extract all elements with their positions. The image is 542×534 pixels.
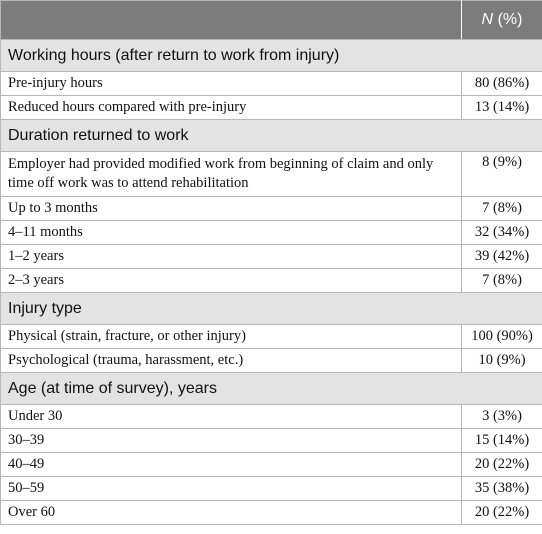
table-row bbox=[1, 405, 542, 429]
section-title: Duration returned to work bbox=[1, 120, 542, 152]
header-n-cell bbox=[462, 1, 542, 40]
row-value: 32 (34%) bbox=[462, 221, 542, 245]
row-value: 13 (14%) bbox=[462, 96, 542, 120]
header-pct-symbol: (%) bbox=[497, 11, 523, 28]
table-row bbox=[1, 269, 542, 293]
table-row bbox=[1, 197, 542, 221]
row-value: 7 (8%) bbox=[462, 197, 542, 221]
row-label: 2–3 years bbox=[1, 269, 462, 293]
row-label: Over 60 bbox=[1, 501, 462, 525]
section-title: Working hours (after return to work from injury) bbox=[1, 40, 542, 72]
table-header-row bbox=[1, 1, 542, 40]
row-label: 50–59 bbox=[1, 477, 462, 501]
row-label: Employer had provided modified work from beginning of claim and only time off work was to attend rehabilitation bbox=[1, 152, 462, 197]
row-value: 3 (3%) bbox=[462, 405, 542, 429]
row-label: Under 30 bbox=[1, 405, 462, 429]
section-row-injury-type bbox=[1, 293, 542, 325]
row-value: 15 (14%) bbox=[462, 429, 542, 453]
section-title: Age (at time of survey), years bbox=[1, 373, 542, 405]
row-label: Up to 3 months bbox=[1, 197, 462, 221]
table-row bbox=[1, 245, 542, 269]
row-label: 1–2 years bbox=[1, 245, 462, 269]
row-label: Reduced hours compared with pre-injury bbox=[1, 96, 462, 120]
section-title: Injury type bbox=[1, 293, 542, 325]
section-row-age bbox=[1, 373, 542, 405]
row-value: 8 (9%) bbox=[462, 152, 542, 197]
table-row bbox=[1, 429, 542, 453]
table-row bbox=[1, 72, 542, 96]
table-row bbox=[1, 453, 542, 477]
section-row-duration bbox=[1, 120, 542, 152]
row-value: 39 (42%) bbox=[462, 245, 542, 269]
table-row bbox=[1, 221, 542, 245]
row-value: 10 (9%) bbox=[462, 349, 542, 373]
row-value: 35 (38%) bbox=[462, 477, 542, 501]
row-value: 100 (90%) bbox=[462, 325, 542, 349]
header-n-symbol: N bbox=[481, 11, 494, 28]
table-row bbox=[1, 152, 542, 197]
table-row bbox=[1, 477, 542, 501]
row-value: 20 (22%) bbox=[462, 501, 542, 525]
row-label: Psychological (trauma, harassment, etc.) bbox=[1, 349, 462, 373]
row-label: Pre-injury hours bbox=[1, 72, 462, 96]
header-label-cell bbox=[1, 1, 462, 40]
row-value: 20 (22%) bbox=[462, 453, 542, 477]
row-value: 7 (8%) bbox=[462, 269, 542, 293]
row-value: 80 (86%) bbox=[462, 72, 542, 96]
row-label: 4–11 months bbox=[1, 221, 462, 245]
row-label: 40–49 bbox=[1, 453, 462, 477]
table-row bbox=[1, 349, 542, 373]
row-label: Physical (strain, fracture, or other injury) bbox=[1, 325, 462, 349]
table-row bbox=[1, 96, 542, 120]
section-row-working-hours bbox=[1, 40, 542, 72]
row-label: 30–39 bbox=[1, 429, 462, 453]
table-row bbox=[1, 501, 542, 525]
table-row bbox=[1, 325, 542, 349]
